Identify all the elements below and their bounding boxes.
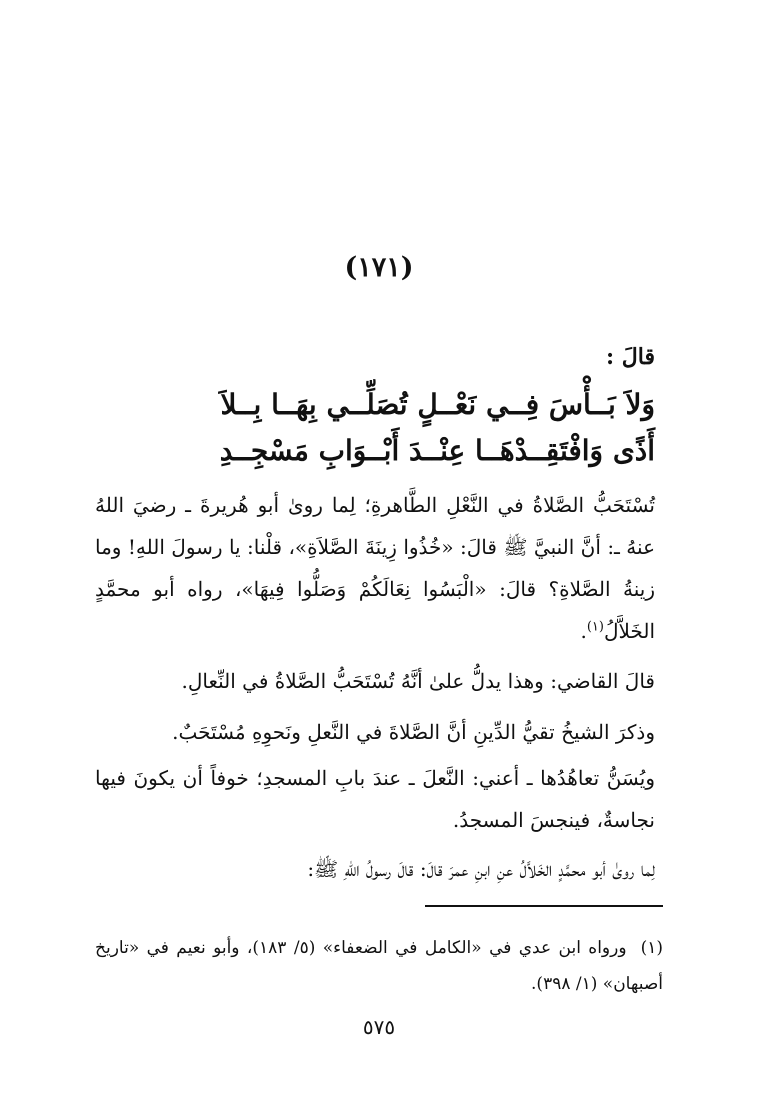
paragraph-1-end: . bbox=[580, 619, 587, 643]
footnote bbox=[95, 930, 663, 1002]
footnote-marker: (١) bbox=[640, 938, 663, 958]
footnote-separator bbox=[425, 905, 663, 907]
commentary-paragraph-3: وذكرَ الشيخُ تقيُّ الدِّينِ أنَّ الصَّلاةَ في النَّعلِ ونَحوِهِ مُسْتَحَبٌ. bbox=[172, 720, 655, 744]
commentary-paragraph-1 bbox=[95, 484, 655, 652]
footnote-text: ورواه ابن عدي في «الكامل في الضعفاء» (٥/ ١٨٣)، وأبو نعيم في «تاريخ أصبهان» (١/ ٣٩٨). bbox=[95, 938, 663, 994]
poem-intro: قالَ : bbox=[606, 344, 655, 370]
paragraph-1-text: تُسْتَحَبُّ الصَّلاةُ في النَّعْلِ الطَّاهرةِ؛ لِما روىٰ أبو هُريرةَ ـ رضيَ اللهُ عنهُ ـ: أنَّ النبيَّ ﷺ قالَ: «خُذُوا زِينَةَ الصَّلاَةِ»، قلْنا: يا رسولَ اللهِ! وما زينةُ الصَّلاةِ؟ قالَ: «الْبَسُوا نِعَالَكُمْ وَصَلُّوا فِيهَا»، رواه أبو محمَّدٍ الخَلاَّلُ bbox=[95, 493, 656, 643]
commentary-paragraph-2: قالَ القاضي: وهذا يدلُّ علىٰ أنَّهُ تُسْتَحَبُّ الصَّلاةُ في النِّعالِ. bbox=[181, 669, 655, 693]
commentary-paragraph-4: ويُسَنُّ تعاهُدُها ـ أعني: النَّعلَ ـ عندَ بابِ المسجدِ؛ خوفاً أن يكونَ فيها نجاسةٌ، فينجسَ المسجدُ. bbox=[95, 766, 655, 832]
footnote-reference: (١) bbox=[586, 619, 604, 635]
section-number: (١٧١) bbox=[344, 252, 414, 283]
poem-verse-line-2: أَذًى وَافْتَقِــدْهَــا عِنْــدَ أَبْــوَابِ مَسْجِــدِ bbox=[219, 434, 655, 467]
poem-verse-line-1: وَلاَ بَــأْسَ فِــي نَعْــلٍ تُصَلِّــي بِهَــا بِــلاَ bbox=[220, 388, 655, 421]
commentary-paragraph-5: لِما روىٰ أبو محمَّدٍ الخَلاَّلُ عنِ ابنِ عمرَ قالَ: قالَ رسولُ اللهِ ﷺ: bbox=[307, 857, 655, 881]
page-number: ٥٧٥ bbox=[362, 1015, 396, 1039]
